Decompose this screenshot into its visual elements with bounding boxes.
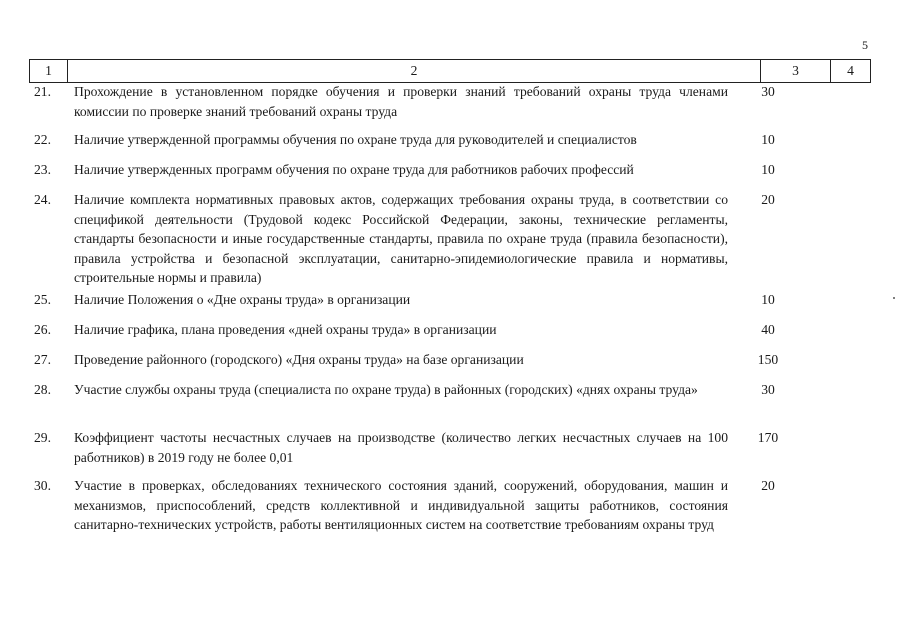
row-text: Участие службы охраны труда (специалиста по охране труда) в районных (городских) «днях охраны труда» (74, 382, 698, 397)
row-number: 29. (34, 430, 51, 445)
row-score: 30 (761, 382, 775, 397)
row-number: 21. (34, 84, 51, 99)
table-header (29, 59, 871, 83)
header-col-1: 1 (30, 60, 68, 82)
row-number: 23. (34, 162, 51, 177)
row-text: Наличие утвержденной программы обучения по охране труда для руководителей и специалистов (74, 132, 637, 147)
row-text: Наличие Положения о «Дне охраны труда» в организации (74, 292, 411, 307)
row-text: Наличие комплекта нормативных правовых актов, содержащих требования охраны труда, в соответствии со спецификой деятельности (Трудовой кодекс Российской Федерации, законы, технические регламенты, стандарты безопасности и иные государственные стандарты, правила по охране труда (правила безопасности), правила устройства и безопасной эксплуатации, санитарно-эпидемиологические правила и нормативы, строительные нормы и правила) (74, 192, 728, 285)
row-score: 10 (761, 162, 775, 177)
row-text: Наличие графика, плана проведения «дней охраны труда» в организации (74, 322, 497, 337)
header-col-3: 3 (761, 60, 831, 82)
row-text: Участие в проверках, обследованиях технического состояния зданий, сооружений, оборудования, машин и механизмов, приспособлений, средств коллективной и индивидуальной защиты работников, состояния санитарно-технических устройств, работы вентиляционных систем на соответствие требованиям охраны труд (74, 478, 728, 532)
row-number: 25. (34, 292, 51, 307)
row-number: 24. (34, 192, 51, 207)
row-number: 22. (34, 132, 51, 147)
row-text: Прохождение в установленном порядке обучения и проверки знаний требований охраны труда членами комиссии по проверке знаний требований охраны труда (74, 84, 728, 119)
row-number: 30. (34, 478, 51, 493)
row-text: Наличие утвержденных программ обучения по охране труда для работников рабочих профессий (74, 162, 634, 177)
page-number: 5 (862, 38, 868, 52)
row-score: 20 (761, 478, 775, 493)
header-col-4: 4 (847, 63, 854, 78)
header-col-2: 2 (68, 60, 761, 82)
row-score: 10 (761, 132, 775, 147)
row-text: Проведение районного (городского) «Дня охраны труда» на базе организации (74, 352, 524, 367)
row-score: 20 (761, 192, 775, 207)
row-score: 170 (757, 430, 779, 445)
row-score: 40 (761, 322, 775, 337)
row-number: 26. (34, 322, 51, 337)
row-text: Коэффициент частоты несчастных случаев на производстве (количество легких несчастных случаев на 100 работников) в 2019 году не более 0,01 (74, 430, 728, 465)
row-number: 28. (34, 382, 51, 397)
row-number: 27. (34, 352, 51, 367)
row-score: 30 (761, 84, 775, 99)
scan-speck (893, 297, 895, 299)
row-score: 150 (757, 352, 779, 367)
row-score: 10 (761, 292, 775, 307)
